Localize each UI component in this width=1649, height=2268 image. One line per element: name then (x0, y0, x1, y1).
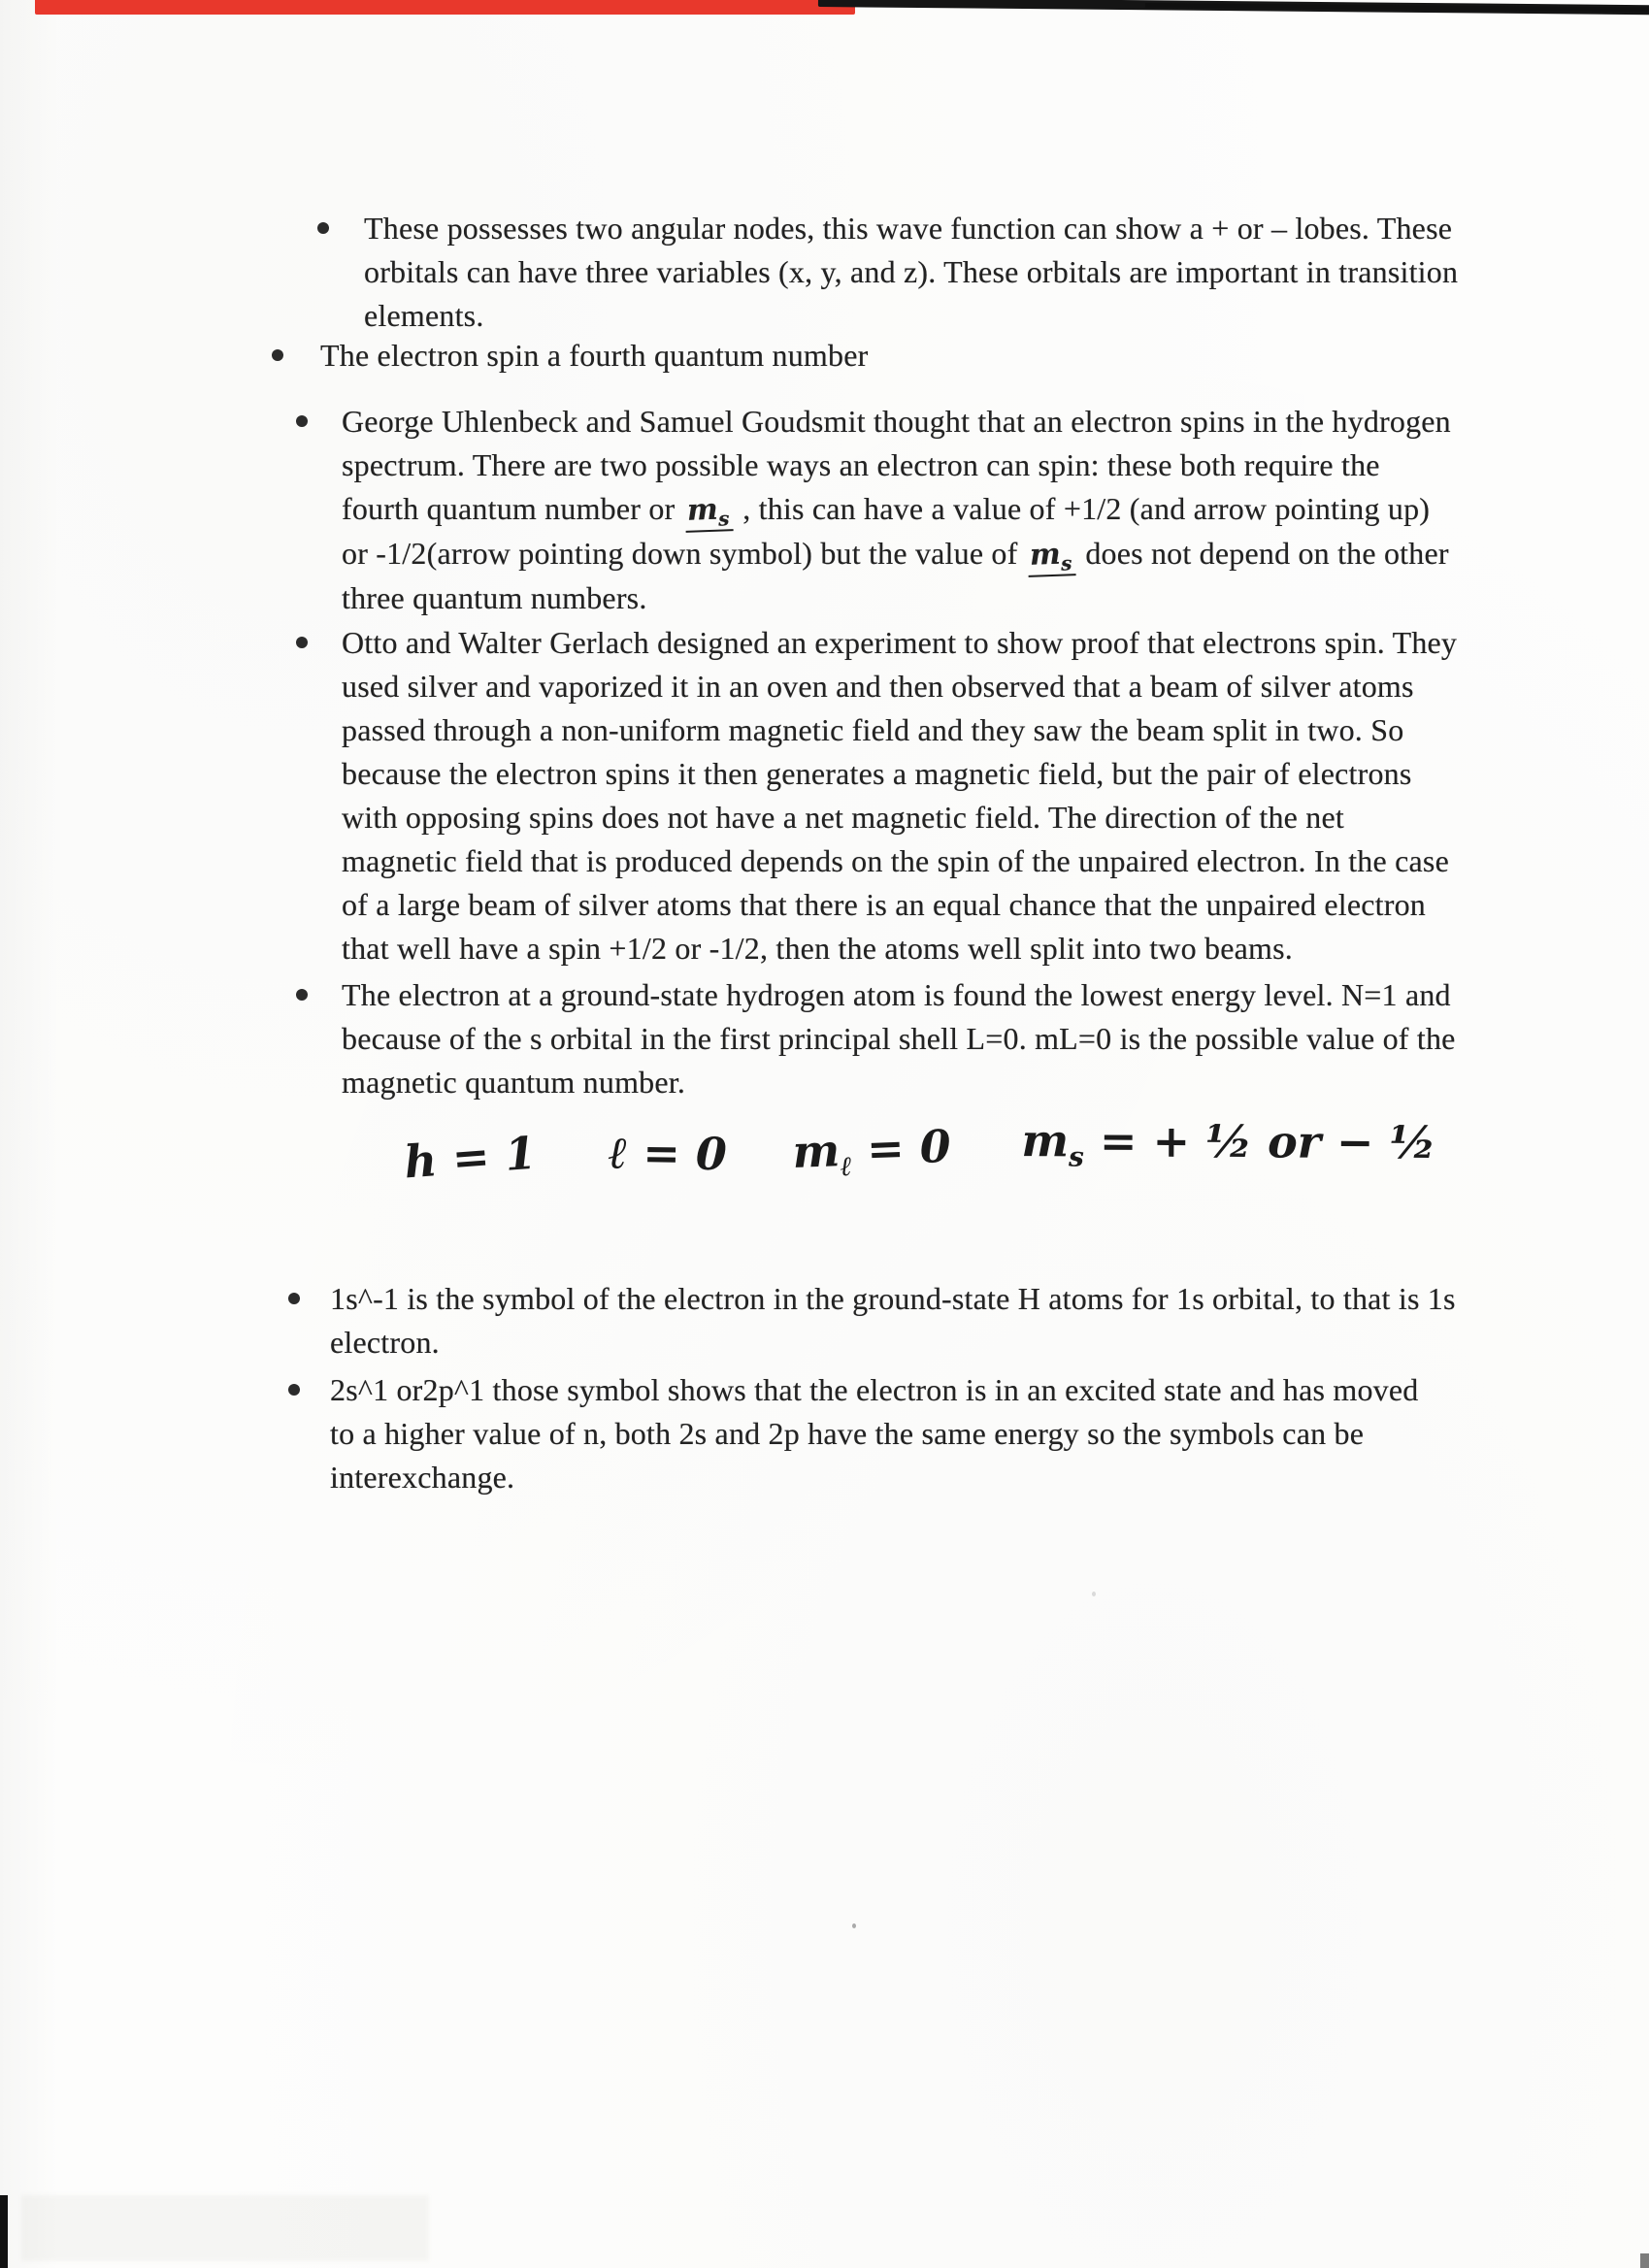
bullet-item-gerlach-experiment (296, 621, 1475, 970)
bullet-icon (296, 989, 308, 1001)
bullet-item-ground-state-hydrogen (296, 973, 1470, 1104)
bullet-text-segment: , this can have a value of +1/2 (and arrow pointing up) or -1/2(arrow pointing down symbol) but the value of (342, 491, 1431, 571)
bullet-text: The electron at a ground-state hydrogen atom is found the lowest energy level. N=1 and because of the s orbital in the first principal shell L=0. mL=0 is the possible value of the magnetic quantum number. (342, 977, 1456, 1100)
bullet-icon (288, 1293, 300, 1304)
bullet-icon (317, 222, 329, 234)
scan-artifact-edge-tick (1640, 2253, 1649, 2268)
scan-artifact-corner-line (0, 2195, 8, 2268)
scan-artifact-speck (1092, 1592, 1096, 1596)
bullet-icon (296, 415, 308, 427)
bullet-icon (272, 349, 283, 361)
bullet-icon (296, 637, 308, 648)
bullet-text (342, 400, 1463, 620)
equation-term-n: h = 1 (402, 1126, 539, 1189)
bullet-text: 2s^1 or2p^1 those symbol shows that the electron is in an excited state and has moved to a higher value of n, both 2s and 2p have the same energy so the symbols can be interexchange. (330, 1372, 1419, 1495)
handwritten-ms-symbol: $m_s$ (1027, 540, 1076, 577)
handwritten-equation (402, 1114, 1436, 1230)
handwritten-ms-symbol: $m_s$ (684, 495, 734, 533)
bullet-icon (288, 1384, 300, 1396)
bullet-text-segment: George Uhlenbeck and Samuel Goudsmit thought that an electron spins in the hydrogen spectrum. There are two possible ways an electron can spin: these both require the fourth quantum number or (342, 404, 1451, 526)
bullet-item-1s-symbol (288, 1277, 1468, 1364)
bullet-item-electron-spin-heading (272, 334, 1456, 378)
equation-term-ml: $m_\ell = 0$ (791, 1119, 952, 1183)
equation-term-l: ℓ = 0 (608, 1126, 728, 1181)
scan-artifact-speck (852, 1923, 856, 1928)
scan-artifact-red-bar (35, 0, 855, 15)
bullet-item-uhlenbeck-goudsmit (296, 400, 1470, 620)
bullet-text-segment: does not depend on the other three quantum numbers. (342, 536, 1449, 615)
bullet-item-2s-2p-symbol (288, 1368, 1438, 1499)
bullet-text: These possesses two angular nodes, this wave function can show a + or – lobes. These orbitals can have three variables (x, y, and z). These orbitals are important in transition elements. (364, 211, 1459, 333)
bullet-text: The electron spin a fourth quantum number (320, 338, 869, 373)
equation-term-ms: $m_s$ = + ½ or − ½ (1020, 1114, 1436, 1173)
bullet-item-angular-nodes (317, 207, 1468, 338)
bullet-text: Otto and Walter Gerlach designed an experiment to show proof that electrons spin. They used silver and vaporized it in an oven and then observed that a beam of silver atoms passed through a non-uniform magnetic field and they saw the beam split in two. So because the electron spins it then generates a magnetic field, but the pair of electrons with opposing spins does not have a net magnetic field. The direction of the net magnetic field that is produced depends on the spin of the unpaired electron. In the case of a large beam of silver atoms that there is an equal chance that the unpaired electron that well have a spin +1/2 or -1/2, then the atoms well split into two beams. (342, 625, 1458, 966)
scan-artifact-smudge (21, 2195, 429, 2261)
bullet-text: 1s^-1 is the symbol of the electron in the ground-state H atoms for 1s orbital, to that is 1s electron. (330, 1281, 1456, 1360)
